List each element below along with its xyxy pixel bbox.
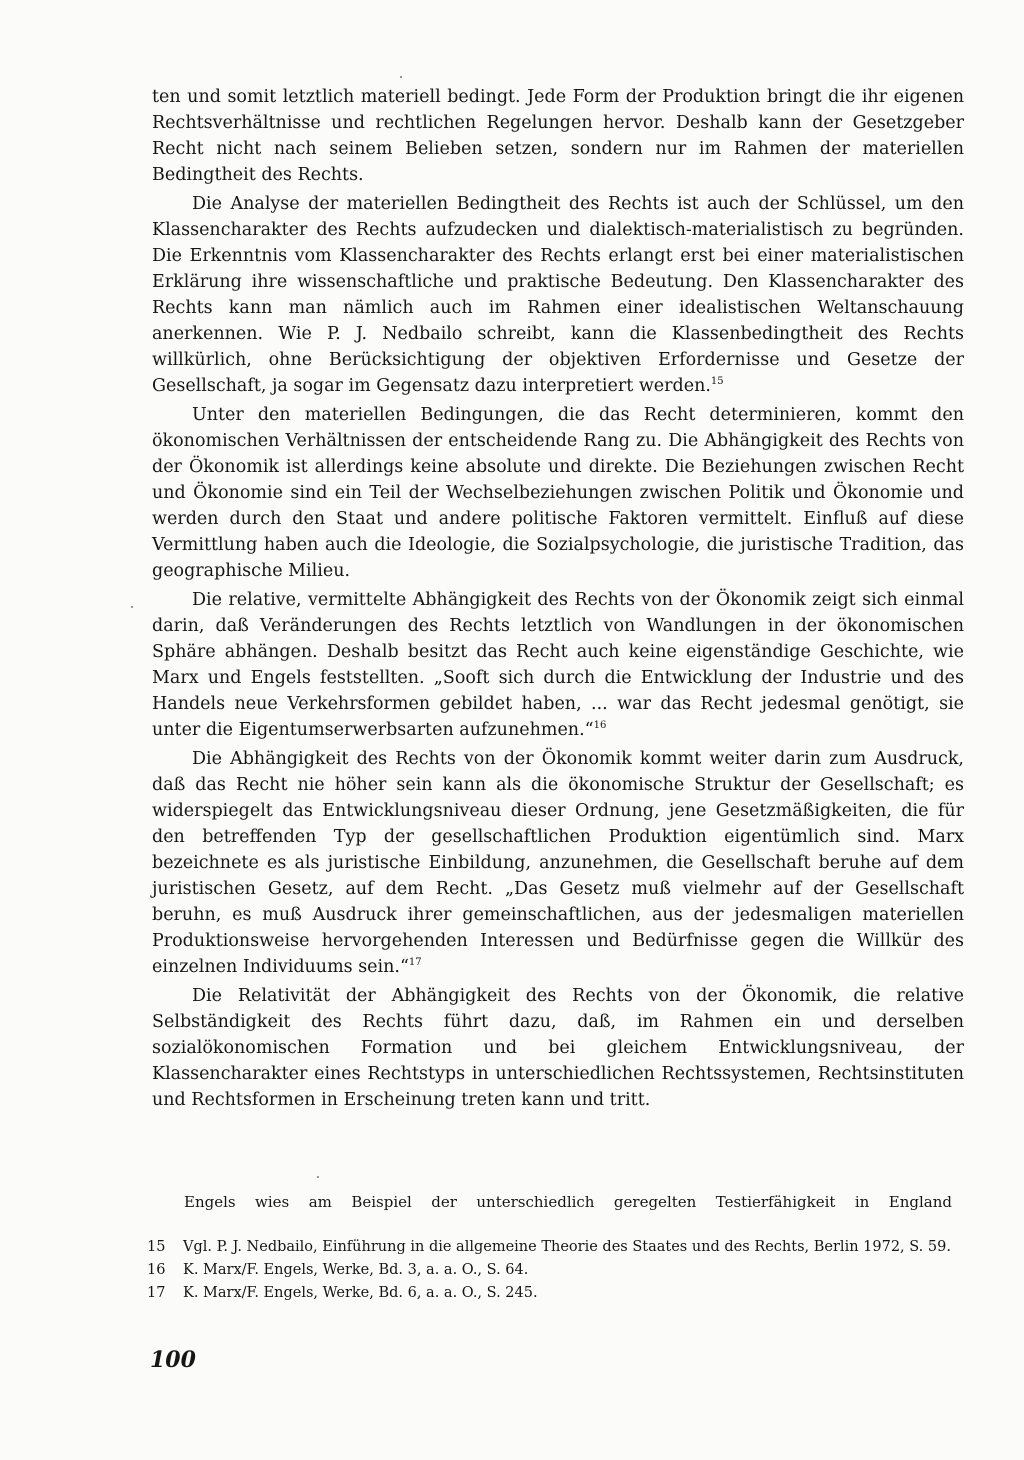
footnote-ref-16: 16 (593, 720, 607, 732)
body-text (152, 84, 964, 1113)
print-speck (131, 606, 133, 608)
footnotes (147, 1237, 959, 1306)
footnote-17 (147, 1283, 959, 1303)
paragraph-3: Unter den materiellen Bedingungen, die das Recht determinieren, kommt den ökonomischen Verhältnissen der entscheidende Rang zu. Die Abhängigkeit des Rechts von der Ökonomik ist allerdings keine absolute und direkte. Die Beziehungen zwischen Recht und Ökonomie sind ein Teil der Wechselbeziehungen zwischen Politik und Ökonomie und werden durch den Staat und andere politische Faktoren vermittelt. Einfluß auf diese Vermittlung haben auch die Ideologie, die Sozialpsychologie, die juristische Tradition, das geographische Milieu. (152, 405, 964, 581)
footnote-text: K. Marx/F. Engels, Werke, Bd. 6, a. a. O., S. 245. (183, 1285, 538, 1301)
print-speck (317, 1176, 319, 1178)
footnote-text: K. Marx/F. Engels, Werke, Bd. 3, a. a. O., S. 64. (183, 1262, 529, 1278)
footnote-number: 15 (147, 1239, 166, 1255)
footnote-number: 17 (147, 1285, 166, 1301)
paragraph-1: ten und somit letztlich materiell bedingt. Jede Form der Produktion bringt die ihr eigenen Rechtsverhältnisse und rechtlichen Regelungen hervor. Deshalb kann der Gesetzgeber Recht nicht nach seinem Belieben setzen, sondern nur im Rahmen der materiellen Bedingtheit des Rechts. (152, 87, 964, 185)
paragraph-5: Die Abhängigkeit des Rechts von der Ökonomik kommt weiter darin zum Ausdruck, daß das Recht nie höher sein kann als die ökonomische Struktur der Gesellschaft; es widerspiegelt das Entwicklungsniveau dieser Ordnung, jene Gesetzmäßigkeiten, die für den betreffenden Typ der gesellschaftlichen Produktion eigentümlich sind. Marx bezeichnete es als juristische Einbildung, anzunehmen, die Gesellschaft beruhe auf dem juristischen Gesetz, auf dem Recht. „Das Gesetz muß vielmehr auf der Gesellschaft beruhn, es muß Ausdruck ihrer gemeinschaftlichen, aus der jedesmaligen materiellen Produktionsweise hervorgehenden Interessen und Bedürfnisse gegen die Willkür des einzelnen Individuums sein.“$^{17}$ (152, 749, 964, 977)
continuation-line: Engels wies am Beispiel der unterschiedlich geregelten Testierfähigkeit in England (184, 1193, 952, 1211)
paragraph-2: Die Analyse der materiellen Bedingtheit des Rechts ist auch der Schlüssel, um den Klassencharakter des Rechts aufzudecken und dialektisch-materialistisch zu begründen. Die Erkenntnis vom Klassencharakter des Rechts erlangt erst bei einer materialistischen Erklärung ihre wissenschaftliche und praktische Bedeutung. Den Klassencharakter des Rechts kann man nämlich auch im Rahmen einer idealistischen Weltanschauung anerkennen. Wie P. J. Nedbailo schreibt, kann die Klassenbedingtheit des Rechts willkürlich, ohne Berücksichtigung der objektiven Erfordernisse und Gesetze der Gesellschaft, ja sogar im Gegensatz dazu interpretiert werden.$^{15}$ (152, 194, 964, 396)
footnote-number: 16 (147, 1262, 166, 1278)
footnote-ref-17: 17 (408, 957, 422, 969)
page-number: 100 (150, 1347, 196, 1373)
footnote-15 (147, 1237, 959, 1257)
footnote-ref-15: 15 (710, 376, 724, 388)
footnote-16 (147, 1260, 959, 1280)
footnote-text: Vgl. P. J. Nedbailo, Einführung in die allgemeine Theorie des Staates und des Rechts, Berlin 1972, S. 59. (183, 1239, 951, 1255)
paragraph-6: Die Relativität der Abhängigkeit des Rechts von der Ökonomik, die relative Selbständigkeit des Rechts führt dazu, daß, im Rahmen ein und derselben sozialökonomischen Formation und bei gleichem Entwicklungsniveau, der Klassencharakter eines Rechtstyps in unterschiedlichen Rechtssystemen, Rechtsinstituten und Rechtsformen in Erscheinung treten kann und tritt. (152, 986, 964, 1110)
print-speck (400, 76, 402, 78)
paragraph-4: Die relative, vermittelte Abhängigkeit des Rechts von der Ökonomik zeigt sich einmal darin, daß Veränderungen des Rechts letztlich von Wandlungen in der ökonomischen Sphäre abhängen. Deshalb besitzt das Recht auch keine eigenständige Geschichte, wie Marx und Engels feststellten. „Sooft sich durch die Entwicklung der Industrie und des Handels neue Verkehrsformen gebildet haben, ... war das Recht jedesmal genötigt, sie unter die Eigentumserwerbsarten aufzunehmen.“$^{16}$ (152, 590, 964, 740)
